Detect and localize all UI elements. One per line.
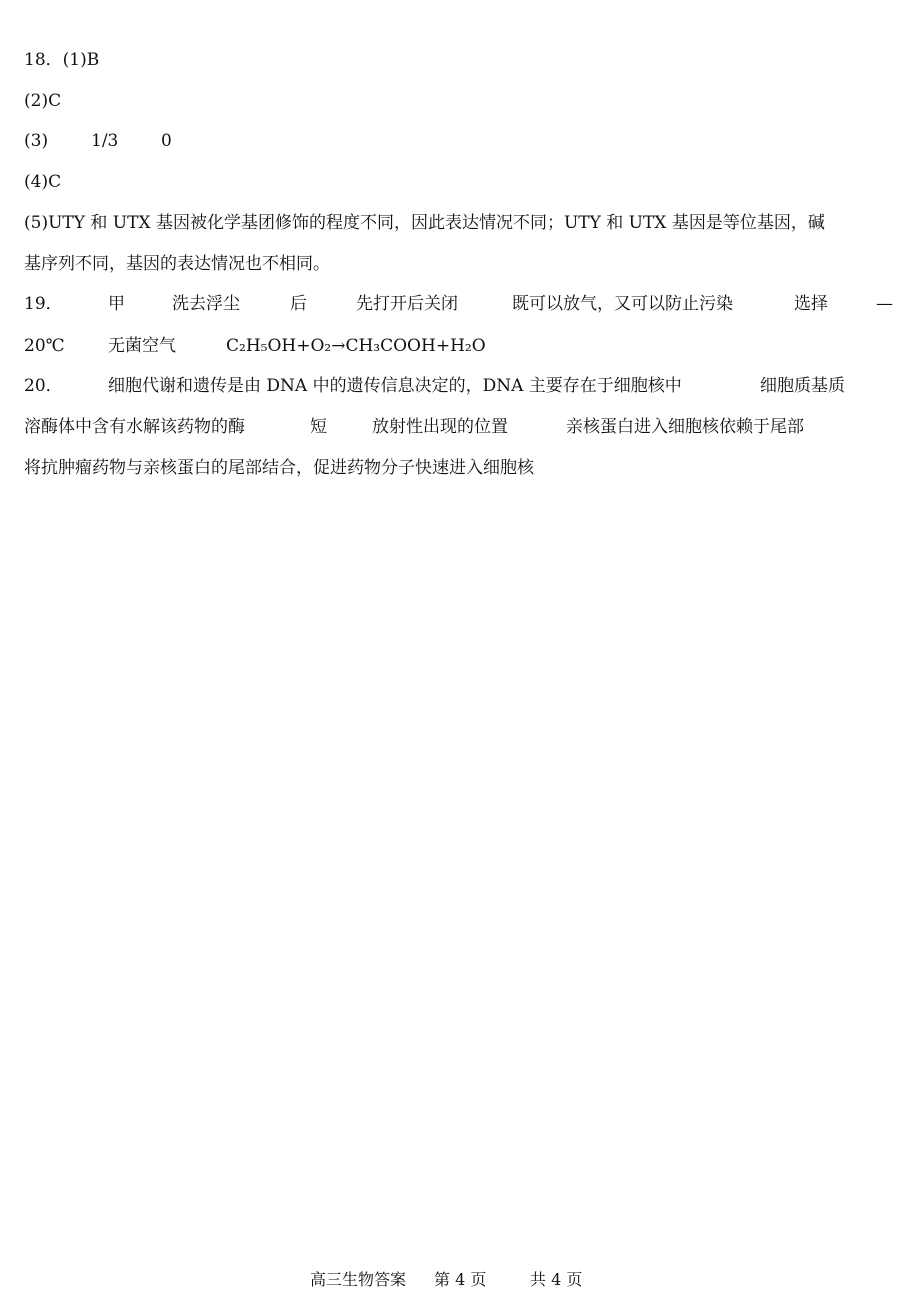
- q20-answer-3: 溶酶体中含有水解该药物的酶: [24, 417, 245, 437]
- footer-subject: 高三生物答案: [310, 1270, 407, 1289]
- q18-part3-answer-a: 1/3: [91, 131, 119, 151]
- q18-part4: (4)C: [24, 172, 62, 192]
- q19-answer-3: 后: [290, 294, 307, 314]
- q19-equation: C₂H₅OH+O₂→CH₃COOH+H₂O: [226, 336, 486, 356]
- footer-total-pages: 共 4 页: [530, 1270, 583, 1289]
- q20-answer-1: 细胞代谢和遗传是由 DNA 中的遗传信息决定的，DNA 主要存在于细胞核中: [108, 376, 682, 396]
- q18-part5-line2: 基序列不同，基因的表达情况也不相同。: [24, 254, 330, 274]
- q18-part1: 18．(1)B: [24, 50, 100, 70]
- q19-number: 19．: [24, 294, 63, 314]
- q20-number: 20．: [24, 376, 63, 396]
- q19-answer-7: —: [876, 294, 893, 314]
- q19-answer-8: 20℃: [24, 336, 65, 356]
- q20-answer-4: 短: [310, 417, 327, 437]
- q19-answer-1: 甲: [108, 294, 125, 314]
- q20-answer-2: 细胞质基质: [760, 376, 845, 396]
- q18-part3-number: (3): [24, 131, 49, 151]
- q19-answer-6: 选择: [794, 294, 828, 314]
- q19-answer-9: 无菌空气: [108, 336, 176, 356]
- q19-answer-4: 先打开后关闭: [356, 294, 458, 314]
- q20-answer-6: 亲核蛋白进入细胞核依赖于尾部: [566, 417, 804, 437]
- q18-part5-line1: (5)UTY 和 UTX 基因被化学基团修饰的程度不同，因此表达情况不同；UTY 和 UTX 基因是等位基因，碱: [24, 213, 825, 233]
- q20-answer-5: 放射性出现的位置: [372, 417, 508, 437]
- q19-answer-5: 既可以放气，又可以防止污染: [512, 294, 733, 314]
- q18-part3-answer-b: 0: [161, 131, 172, 151]
- footer-page-number: 第 4 页: [434, 1270, 487, 1289]
- q20-answer-7: 将抗肿瘤药物与亲核蛋白的尾部结合，促进药物分子快速进入细胞核: [24, 458, 534, 478]
- q18-part2: (2)C: [24, 91, 62, 111]
- q19-answer-2: 洗去浮尘: [172, 294, 240, 314]
